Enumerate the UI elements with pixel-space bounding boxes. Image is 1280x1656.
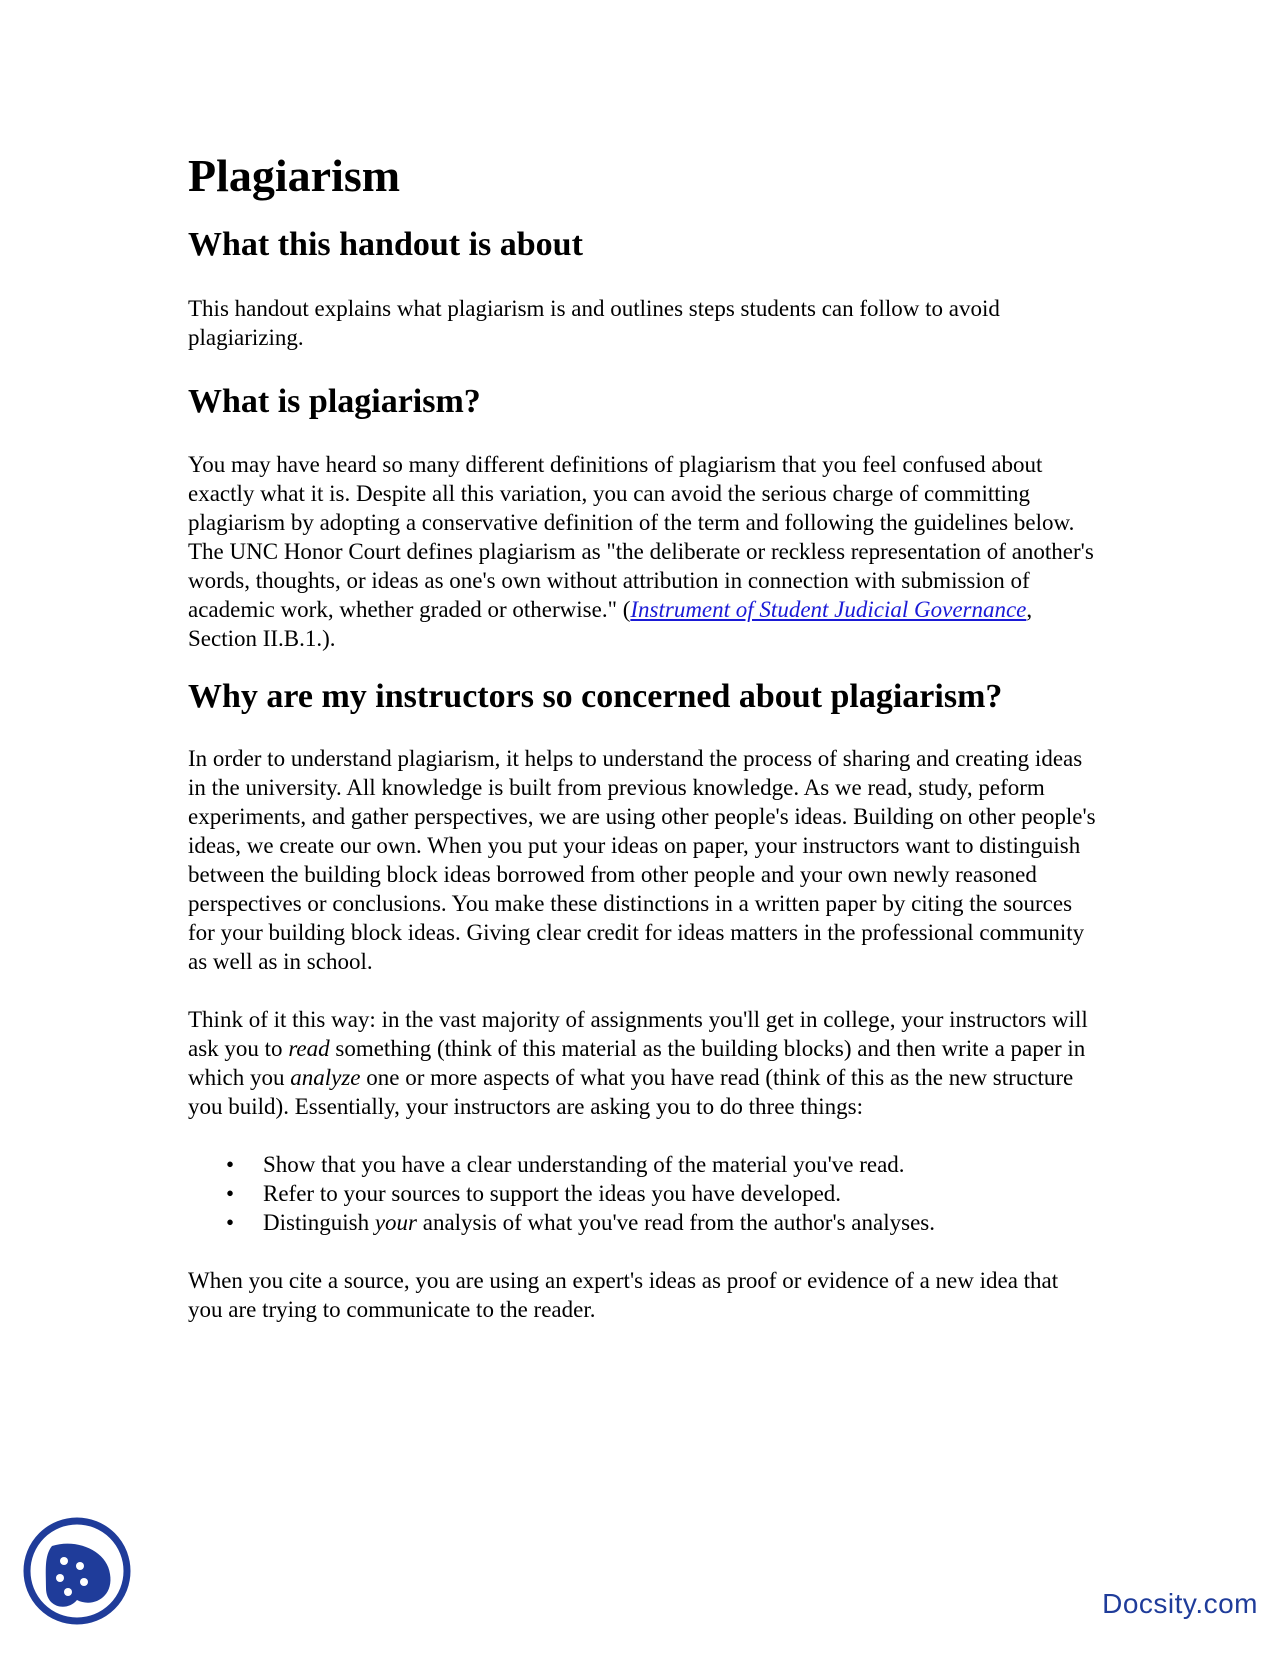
paragraph-about: This handout explains what plagiarism is and outlines steps students can follow to avoid plagiarizing.: [188, 295, 1000, 350]
governance-link[interactable]: Instrument of Student Judicial Governance: [630, 597, 1027, 623]
bullet-icon: •: [226, 1181, 235, 1207]
list-item-text: Show that you have a clear understanding of the material you've read.: [263, 1152, 905, 1178]
list-item: [188, 1208, 1098, 1237]
list-item-text: Distinguish: [263, 1210, 375, 1236]
section-heading-about: What this handout is about: [188, 225, 583, 263]
list-item-text: analysis of what you've read from the author's analyses.: [417, 1210, 935, 1236]
emphasis-read: read: [288, 1036, 330, 1062]
emphasis-your: your: [374, 1210, 417, 1236]
section-heading-what: What is plagiarism?: [188, 382, 481, 420]
paragraph-why-1: In order to understand plagiarism, it helps to understand the process of sharing and creating ideas in the university. All knowledge is built from previous knowledge. As we read, study, peform experiments, and gather perspectives, we are using other people's ideas. Building on other people's ideas, we create our own. When you put your ideas on paper, your instructors want to distinguish between the building block ideas borrowed from other people and your own newly reasoned perspectives or conclusions. You make these distinctions in a written paper by citing the sources for your building block ideas. Giving clear credit for ideas matters in the professional community as well as in school.: [188, 746, 1096, 975]
list-item: [188, 1150, 1098, 1179]
definition-citation: , Section II.B.1.).: [188, 597, 1033, 652]
paragraph-definition: [188, 450, 1098, 653]
document-content: [188, 150, 1098, 1324]
docsity-logo-icon: [22, 1516, 132, 1626]
paragraph-why-2: [188, 1005, 1098, 1121]
paragraph-text: one or more aspects of what you have read (think of this as the new structure you build). Essentially, your instructors are asking you to do three things:: [188, 1065, 1074, 1120]
paragraph-text: something (think of this material as the building blocks) and then write a paper in which you: [188, 1036, 1086, 1091]
bullet-icon: •: [226, 1210, 235, 1236]
paragraph-cite: When you cite a source, you are using an expert's ideas as proof or evidence of a new idea that you are trying to communicate to the reader.: [188, 1268, 1059, 1323]
bullet-icon: •: [226, 1152, 235, 1178]
docsity-brand[interactable]: Docsity.com: [1102, 1588, 1258, 1619]
page-title: Plagiarism: [188, 150, 401, 201]
list-item-text: Refer to your sources to support the ideas you have developed.: [263, 1181, 842, 1207]
section-heading-why: Why are my instructors so concerned about plagiarism?: [188, 678, 1003, 716]
emphasis-analyze: analyze: [290, 1065, 361, 1091]
paragraph-text: Think of it this way: in the vast majority of assignments you'll get in college, your instructors will ask you to: [188, 1007, 1088, 1062]
bullet-list: [188, 1150, 1098, 1237]
definition-text: You may have heard so many different definitions of plagiarism that you feel confused about exactly what it is. Despite all this variation, you can avoid the serious charge of committing plagiarism by adopting a conservative definition of the term and following the guidelines below. The UNC Honor Court defines plagiarism as "the deliberate or reckless representation of another's words, thoughts, or ideas as one's own without attribution in connection with submission of academic work, whether graded or otherwise." (: [188, 452, 1094, 623]
list-item: [188, 1179, 1098, 1208]
